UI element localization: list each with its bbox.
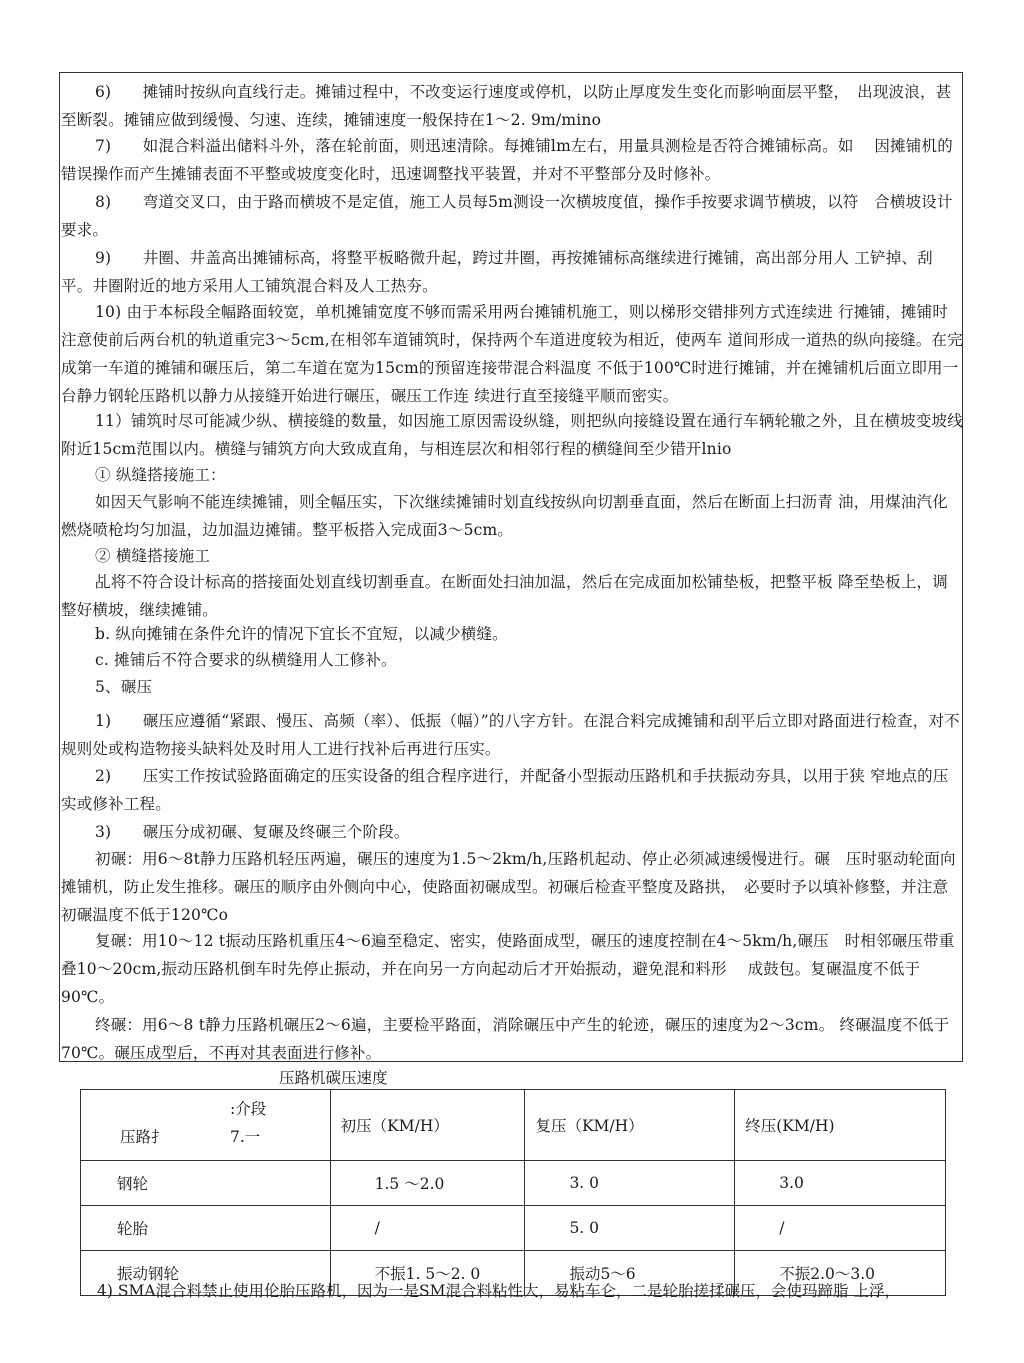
paragraph: ① 纵缝搭接施工： (95, 466, 226, 484)
paragraph: 如因天气影响不能连续摊铺，则全幅压实，下次继续摊铺时划直线按纵向切割垂直面，然后在断面上扫沥青 油，用煤油汽化燃烧喷枪均匀加温，边加温边摊铺。整平板搭入完成面3～5cm。 (61, 493, 948, 539)
paragraph: c. 摊铺后不符合要求的纵横缝用人工修补。 (95, 651, 397, 669)
corner-bottom-left-label: 压路扌 (120, 1128, 167, 1146)
table-cell: 振动5～6 (525, 1251, 735, 1296)
corner-bottom-right-label: 7.一 (230, 1128, 261, 1146)
corner-top-label: :介段 (230, 1100, 267, 1118)
final-paragraph: 4) SMA混合料禁止使用伦胎压路机，因为一是SM混合料粘性大，易粘车仑，二是轮胎搓揉碾压，会使玛蹄脂 上浮， (97, 1282, 900, 1300)
table-cell: 1.5 ～2.0 (330, 1161, 525, 1206)
paragraph: 8) 弯道交叉口，由于路而横坡不是定值，施工人员每5m测设一次横坡度值，操作手按要求调节横坡，以符 合横坡设计要求。 (61, 193, 953, 239)
paragraph: 6) 摊铺时按纵向直线行走。摊铺过程中，不改变运行速度或停机，以防止厚度发生变化而影响面层平整， 出现波浪，甚至断裂。摊铺应做到缓慢、匀速、连续，摊铺速度一般保持在1～2. 9m/mino (61, 83, 952, 129)
table-cell: 5. 0 (525, 1206, 735, 1251)
table-cell: 3.0 (735, 1161, 946, 1206)
header-initial: 初压（KM/H） (330, 1090, 525, 1161)
table-title: 压路机碳压速度 (279, 1069, 388, 1087)
table-header-row (81, 1090, 946, 1161)
speed-table (80, 1089, 946, 1296)
paragraph: 3) 碾压分成初碾、复碾及终碾三个阶段。 (95, 823, 410, 841)
table-cell: / (330, 1206, 525, 1251)
paragraph: 5、碾压 (95, 678, 153, 696)
paragraph: 2) 压实工作按试验路面确定的压实设备的组合程序进行，并配备小型振动压路机和手扶振动夯具，以用于狭 窄地点的压实或修补工程。 (61, 767, 949, 813)
paragraph: 10) 由于本标段全幅路面较宽，单机摊铺宽度不够而需采用两台摊铺机施工，则以梯形交错排列方式连续进 行摊铺，摊铺时注意使前后两台机的轨道重完3～5cm,在相邻车道铺筑时，保持两个车道进度较为相近，使两车 道间形成一道热的纵向接缝。在完成第一车道的摊铺和碾压后，第二车道在宽为15cm的预留连接带混合料温度 不低于100℃时进行摊铺，并在摊铺机后面立即用一台静力钢轮压路机以静力从接缝开始进行碾压，碾压工作连 续进行直至接缝平顺而密实。 (61, 303, 963, 405)
table-row (81, 1161, 946, 1206)
paragraph: b. 纵向摊铺在条件允许的情况下宜长不宜短，以减少横缝。 (95, 625, 508, 643)
paragraph: 9) 井圈、井盖高出摊铺标高，将整平板略微升起，跨过井圈，再按摊铺标高继续进行摊铺，高出部分用人 工铲掉、刮平。井圈附近的地方采用人工铺筑混合料及人工热夯。 (61, 249, 933, 295)
row-label: 振动钢轮 (81, 1251, 331, 1296)
row-label: 钢轮 (81, 1161, 331, 1206)
table-cell: 3. 0 (525, 1161, 735, 1206)
paragraph: 1) 碾压应遵循“紧跟、慢压、高频（率）、低振（幅）”的八字方针。在混合料完成摊铺和刮平后立即对路面进行检查，对不规则处或构造物接头缺料处及时用人工进行找补后再进行压实。 (61, 712, 960, 758)
row-label: 轮胎 (81, 1206, 331, 1251)
table-cell: 不振1. 5～2. 0 (330, 1251, 525, 1296)
paragraph: 初碾：用6～8t静力压路机轻压两遍，碾压的速度为1.5～2km/h,压路机起动、停止必须减速缓慢进行。碾 压时驱动轮面向摊铺机，防止发生推移。碾压的顺序由外侧向中心，使路面初碾成型。初碾后检查平整度及路拱， 必要时予以填补修整，并注意初碾温度不低于120℃o (61, 850, 956, 924)
paragraph: 11）铺筑时尽可能减少纵、横接缝的数量，如因施工原因需设纵缝，则把纵向接缝设置在通行车辆轮辙之外，且在横坡变坡线附近15cm范围以内。横缝与铺筑方向大致成直角，与相连层次和相邻行程的横缝间至少错开lnio (61, 412, 963, 458)
paragraph: ② 横缝搭接施工 (95, 547, 211, 565)
table-row (81, 1206, 946, 1251)
table-cell: 不振2.0～3.0 (735, 1251, 946, 1296)
paragraph: 终碾：用6～8 t静力压路机碾压2～6遍，主要检平路面，消除碾压中产生的轮迹，碾压的速度为2～3cm。 终碾温度不低于70℃。碾压成型后，不再对其表面进行修补。 (61, 1016, 950, 1062)
table-corner-cell (81, 1090, 331, 1161)
header-second: 复压（KM/H） (525, 1090, 735, 1161)
paragraph: 复碾：用10～12 t振动压路机重压4～6遍至稳定、密实，使路面成型，碾压的速度控制在4～5km/h,碾压 时相邻碾压带重叠10～20cm,振动压路机倒车时先停止振动，并在向另一方向起动后才开始振动，避免混和料形 成鼓包。复碾温度不低于90℃。 (61, 932, 955, 1006)
paragraph: 7) 如混合料溢出储料斗外，落在轮前面，则迅速清除。每摊铺lm左右，用量具测检是否符合摊铺标高。如 因摊铺机的错误操作而产生摊铺表面不平整或坡度变化时，迅速调整找平装置，并对不平整部分及时修补。 (61, 137, 953, 183)
table-cell: / (735, 1206, 946, 1251)
header-final: 终压(KM/H) (735, 1090, 946, 1161)
paragraph: 乩将不符合设计标高的搭接面处划直线切割垂直。在断面处扫油加温，然后在完成面加松铺垫板，把整平板 降至垫板上，调整好横坡，继续摊铺。 (61, 573, 948, 619)
